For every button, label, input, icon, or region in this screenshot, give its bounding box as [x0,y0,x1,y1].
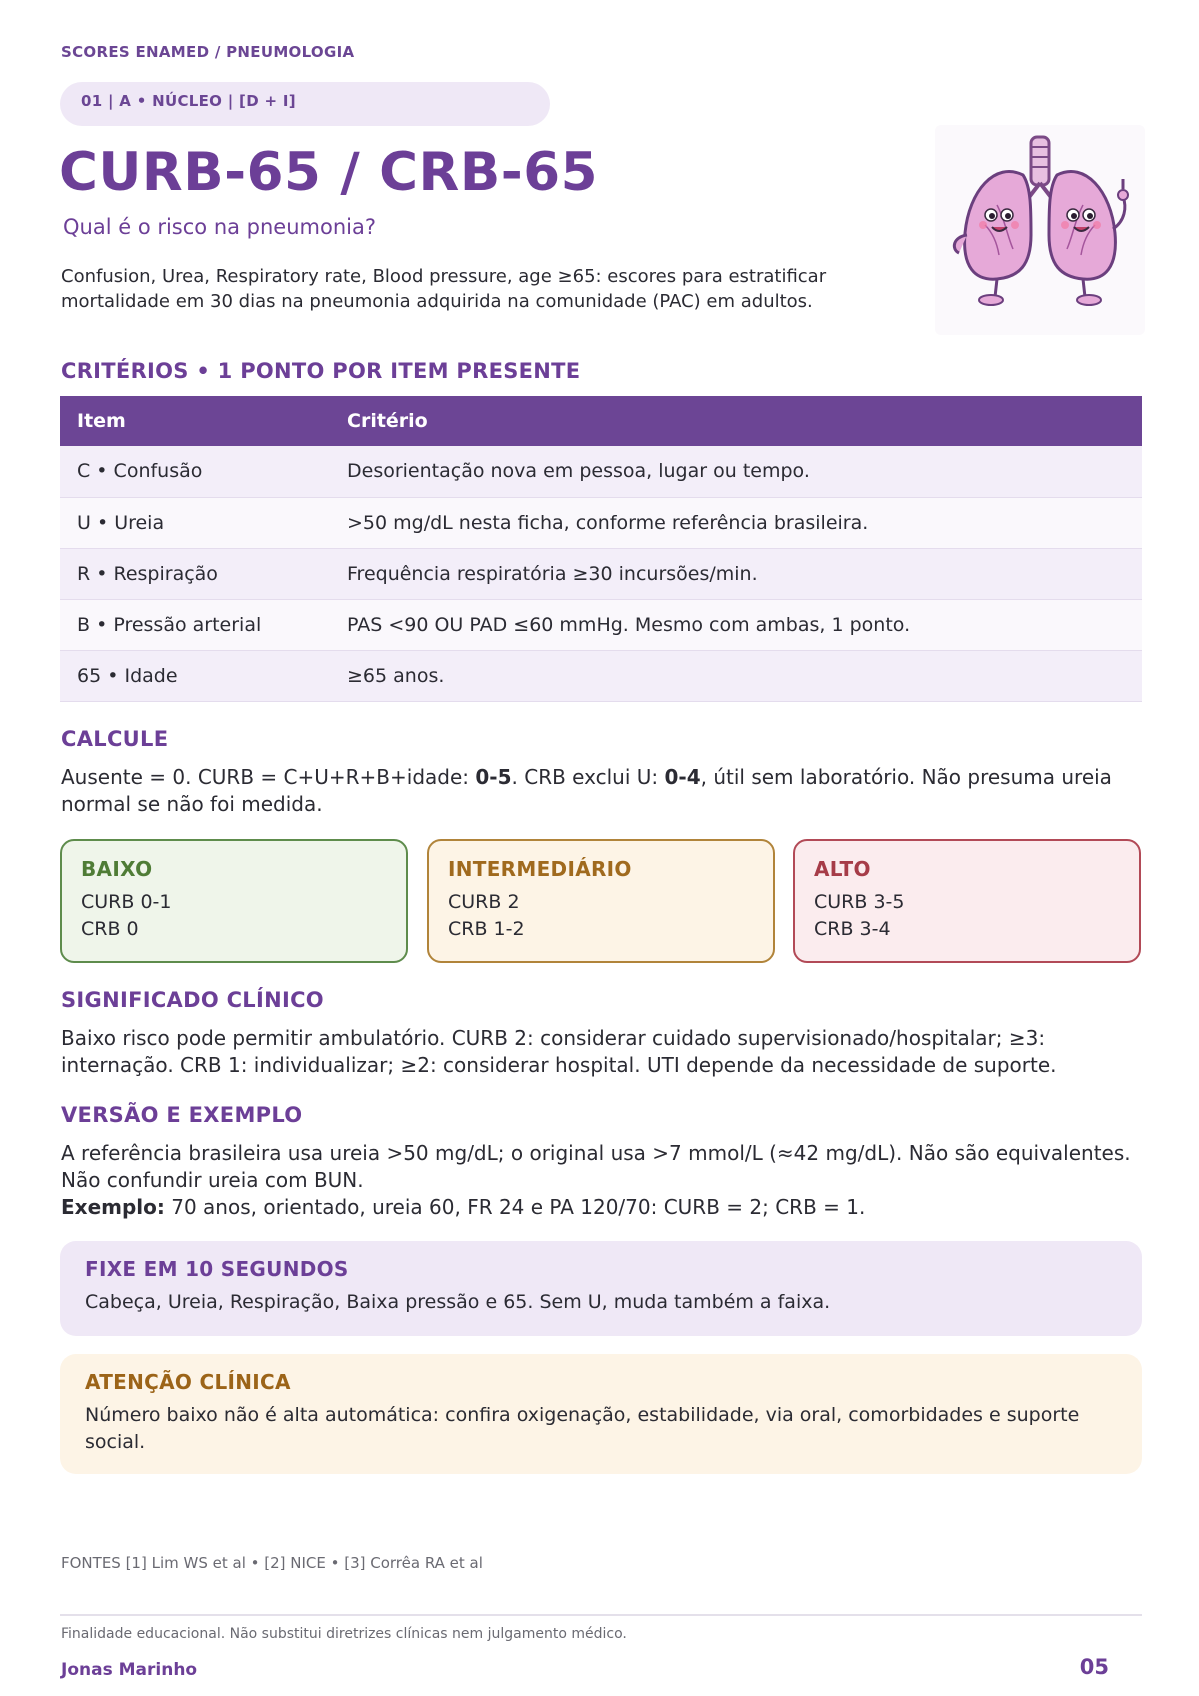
row-item: C • Confusão [60,446,330,497]
risk-card-intermediate [427,839,775,963]
significado-heading: SIGNIFICADO CLÍNICO [61,988,324,1012]
atencao-text: Número baixo não é alta automática: confira oxigenação, estabilidade, via oral, comorbidades e suporte social. [85,1404,1080,1453]
footer-divider [60,1614,1142,1616]
versao-heading: VERSÃO E EXEMPLO [61,1103,303,1127]
example-text: 70 anos, orientado, ureia 60, FR 24 e PA 120/70: CURB = 2; CRB = 1. [164,1195,866,1219]
risk-title: INTERMEDIÁRIO [448,857,632,881]
row-criterion: ≥65 anos. [330,650,1142,701]
lungs-mascot-icon [935,125,1145,335]
risk-card-low [60,839,408,963]
calcule-heading: CALCULE [61,727,169,751]
row-item: U • Ureia [60,497,330,548]
page-subtitle: Qual é o risco na pneumonia? [63,215,377,239]
fixe-title: FIXE EM 10 SEGUNDOS [85,1257,349,1281]
row-criterion: PAS <90 OU PAD ≤60 mmHg. Mesmo com ambas, 1 ponto. [330,599,1142,650]
criteria-table [60,396,1142,702]
calcule-text-part: Ausente = 0. CURB = C+U+R+B+idade: [61,765,476,789]
versao-text [61,1140,1146,1221]
risk-card-high [793,839,1141,963]
significado-text: Baixo risco pode permitir ambulatório. CURB 2: considerar cuidado supervisionado/hospitalar; ≥3: internação. CRB 1: individualizar; ≥2: considerar hospital. UTI depende da necessidade de suporte. [61,1026,1057,1077]
table-row [60,599,1142,650]
disclaimer: Finalidade educacional. Não substitui diretrizes clínicas nem julgamento médico. [61,1626,627,1642]
row-criterion: Desorientação nova em pessoa, lugar ou tempo. [330,446,1142,497]
crb-range: 0-4 [664,765,701,789]
breadcrumb: SCORES ENAMED / PNEUMOLOGIA [61,43,355,61]
sources-line: FONTES [1] Lim WS et al • [2] NICE • [3] Corrêa RA et al [61,1554,483,1572]
table-row [60,650,1142,701]
risk-curb: CURB 0-1 [81,891,172,913]
criteria-heading: CRITÉRIOS • 1 PONTO POR ITEM PRESENTE [61,359,581,383]
page-number: 05 [1079,1655,1109,1679]
row-item: R • Respiração [60,548,330,599]
calcule-text-part: , útil sem laboratório. Não presuma ureia normal se não foi medida. [61,765,1112,816]
risk-title: BAIXO [81,857,153,881]
column-header-item: Item [60,396,330,446]
table-row [60,497,1142,548]
table-header-row [60,396,1142,446]
fixe-text: Cabeça, Ureia, Respiração, Baixa pressão e 65. Sem U, muda também a faixa. [85,1291,831,1313]
atencao-callout [60,1354,1142,1474]
risk-curb: CURB 2 [448,891,520,913]
example-label: Exemplo: [61,1195,165,1219]
risk-crb: CRB 0 [81,918,139,940]
column-header-criterion: Critério [330,396,1142,446]
atencao-title: ATENÇÃO CLÍNICA [85,1370,291,1394]
row-criterion: >50 mg/dL nesta ficha, conforme referência brasileira. [330,497,1142,548]
risk-crb: CRB 3-4 [814,918,891,940]
risk-curb: CURB 3-5 [814,891,905,913]
row-criterion: Frequência respiratória ≥30 incursões/min. [330,548,1142,599]
row-item: 65 • Idade [60,650,330,701]
table-row [60,548,1142,599]
risk-title: ALTO [814,857,871,881]
fixe-callout [60,1241,1142,1336]
calcule-text-part: . CRB exclui U: [511,765,665,789]
risk-crb: CRB 1-2 [448,918,525,940]
page-title: CURB-65 / CRB-65 [59,142,599,203]
topic-tag: 01 | A • NÚCLEO | [D + I] [60,82,550,126]
calcule-text [61,764,1146,818]
author-name: Jonas Marinho [61,1660,198,1680]
curb-range: 0-5 [475,765,512,789]
intro-text: Confusion, Urea, Respiratory rate, Blood pressure, age ≥65: escores para estratificar mortalidade em 30 dias na pneumonia adquirida na comunidade (PAC) em adultos. [61,266,827,312]
versao-body: A referência brasileira usa ureia >50 mg/dL; o original usa >7 mmol/L (≈42 mg/dL). Não são equivalentes. Não confundir ureia com BUN. [61,1141,1131,1192]
row-item: B • Pressão arterial [60,599,330,650]
table-row [60,446,1142,497]
